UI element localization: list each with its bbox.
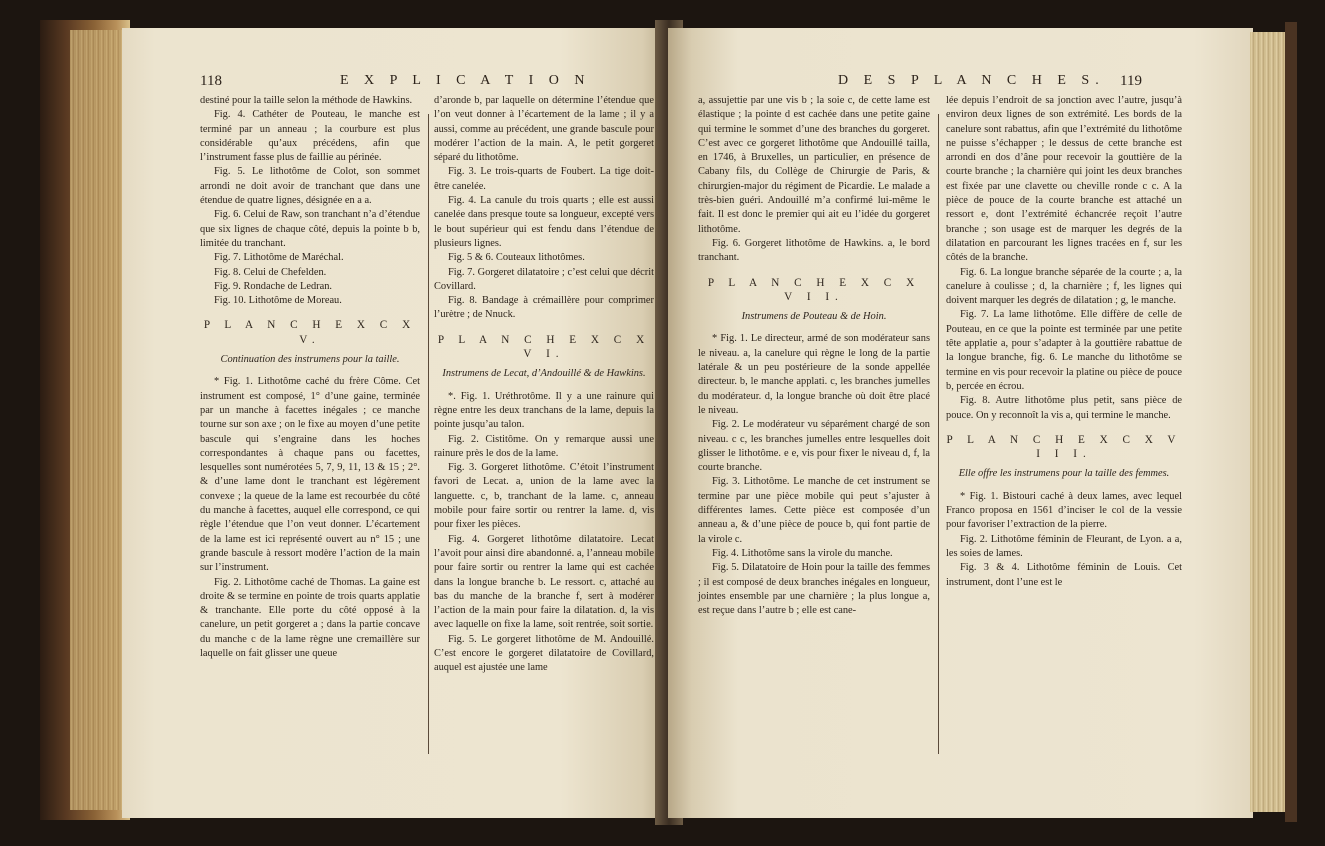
folio-right: 119 [1120,73,1142,89]
paragraph: Fig. 9. Rondache de Ledran. [214,280,333,292]
paragraph: a, assujettie par une vis b ; la soie c, de cette lame est élastique ; la pointe d est cachée dans une petite gaine qui termine le sommet d’une des branches du gorgeret. C’est avec ce gorgeret lithotôme que Andouillé tailla, en 1746, à Bruxelles, un particulier, en présence de Cabany fils, du Collège de Chirurgie de Paris, & chirurgien-major du régiment de Picardie. Le malade a très-bien guéri. Andouillé m’a confirmé lui-même le fait. Il est donc le premier qui ait eu l’idée du gorgeret lithotôme. [698,95,930,235]
paragraph: Fig. 5. Le lithotôme de Colot, son sommet arrondi ne doit avoir de tranchant que dans une étendue de quatre lignes, désignée en a a. [200,166,420,207]
paragraph: Fig. 8. Celui de Chefelden. [214,266,327,278]
paragraph: Fig. 4. Lithotôme sans la virole du manche. [712,547,893,559]
paragraph: Fig. 4. La canule du trois quarts ; elle est aussi canelée dans presque toute sa longueur, excepté vers le bout supérieur qui est fendu dans l’étendue de plusieurs lignes. [434,195,654,249]
right-page-column-2 [946,94,1182,590]
right-page-column-1 [698,94,930,618]
paragraph: Fig. 7. Gorgeret dilatatoire ; c’est celui que décrit Covillard. [434,266,654,292]
paragraph: Fig. 8. Autre lithotôme plus petit, sans pièce de pouce. On y reconnoît la vis a, qui termine le manche. [946,395,1182,421]
paragraph: Fig. 2. Le modérateur vu séparément chargé de son niveau. c c, les branches jumelles entre lesquelles doit glisser le lithotôme. e e, vis pour fixer le niveau d, f, la courte branche. [698,419,930,474]
page-edges-right [1250,32,1290,812]
plate-subtitle: Elle offre les instrumens pour la taille des femmes. [958,468,1170,480]
paragraph: Fig. 6. La longue branche séparée de la courte ; a, la canelure à coulisse ; d, la charnière ; f, les lignes qui doivent marquer les degrés de dilatation ; g, le manche. [946,266,1182,307]
paragraph: Fig. 3 & 4. Lithotôme féminin de Louis. Cet instrument, dont l’une est le [946,562,1182,588]
paragraph: Fig. 6. Gorgeret lithotôme de Hawkins. a, le bord tranchant. [698,237,930,264]
paragraph: Fig. 6. Celui de Raw, son tranchant n’a d’étendue que six lignes de chaque côté, depuis la pointe b b, limitée du tranchant. [200,209,420,249]
paragraph: Fig. 5. Dilatatoire de Hoin pour la taille des femmes ; il est composé de deux branches inégales en longueur, jointes ensemble par une charnière ; la plus longue a, est reçue dans l’autre b ; elle est cane- [698,562,930,617]
left-page [122,28,670,818]
right-page [668,28,1253,818]
paragraph: destiné pour la taille selon la méthode de Hawkins. [200,95,413,106]
paragraph: * Fig. 1. Le directeur, armé de son modérateur sans le niveau. a, la canelure qui règne le long de la partie latérale & un peu postérieure de la sonde appellée directeur. b, le manche applati. c, les branches jumelles du modérateur. d, la longue branche où doit être placé le niveau. [698,333,930,416]
paragraph: Fig. 10. Lithotôme de Moreau. [214,295,342,307]
paragraph: Fig. 3. Gorgeret lithotôme. C’étoit l’instrument favori de Lecat. a, union de la lame avec la languette. c, b, tranchant de la lame. c, anneau mobile pour faire sortir ou rentrer la lame. d, vis pour fixer les pièces. [434,462,654,531]
left-page-column-1 [200,94,420,661]
paragraph: * Fig. 1. Bistouri caché à deux lames, avec lequel Franco proposa en 1561 d’inciser le col de la vessie pour favoriser l’extraction de la pierre. [946,490,1182,531]
paragraph: Fig. 4. Gorgeret lithotôme dilatatoire. Lecat l’avoit pour ainsi dire abandonné. a, l’anneau mobile pour faire sortir ou rentrer la lame qui est cachée dans la longue branche b. Le ressort. c, attaché au bas du manche de la branche f, sert à modérer l’action de la main pour faire la dilatation. d, la vis avec laquelle on fixe la lame, soit rentrée, soit sortie. [434,533,654,631]
paragraph: Fig. 3. Le trois-quarts de Foubert. La tige doit-être canelée. [434,166,654,192]
paragraph: Fig. 7. Lithotôme de Maréchal. [214,252,344,264]
page-edges-left [70,30,125,810]
paragraph: lée depuis l’endroit de sa jonction avec l’autre, jusqu’à environ deux lignes de son extrémité. Les bords de la canelure sont rabattus, afin que l’extrémité du lithotôme ne puisse s’échapper ; le dessus de cette branche est arrondi en dos d’âne pour recevoir la gouttière de la courte branche ; la charnière qui joint les deux branches est fixée par une clavette ou cheville ronde c c. A la pièce de pouce de la courte branche est attaché un ressort e, dont l’extrémité échancrée reçoit l’autre branche ; son usage est de marquer les degrés de la dilatation en parcourant les lignes tracées en f, sur les côtés de la branche. [946,95,1182,264]
paragraph: Fig. 2. Lithotôme féminin de Fleurant, de Lyon. a a, les soies de lames. [946,533,1182,559]
left-page-column-2 [434,94,654,676]
paragraph: Fig. 7. La lame lithotôme. Elle diffère de celle de Pouteau, en ce que la pointe est terminée par une petite tête applatie a, pour s’adapter à la gouttière rabattue de la longue branche, fig. 6. Le manche du lithotôme se termine en vis pour recevoir la platine ou pièce de pouce b, percée en écrou. [946,309,1182,392]
plate-heading: P L A N C H E X C X V I I. [707,276,921,303]
plate-subtitle: Instrumens de Pouteau & de Hoin. [741,311,887,323]
running-head-left: E X P L I C A T I O N [340,73,591,88]
folio-left: 118 [200,73,222,89]
paragraph: Fig. 2. Lithotôme caché de Thomas. La gaine est droite & se termine en pointe de trois quarts applatie & tranchante. Elle porte du côté opposé à la canelure, un petit gorgeret a ; dans la partie concave du manche c de la lame règne une cremaillère sur laquelle on fait glisser une queue [200,576,420,659]
book-cover-right [1285,22,1297,822]
paragraph: Fig. 8. Bandage à crémaillère pour comprimer l’urètre ; de Nnuck. [434,295,654,321]
paragraph: Fig. 5 & 6. Couteaux lithotômes. [448,252,585,264]
paragraph: d’aronde b, par laquelle on détermine l’étendue que l’on veut donner à l’écartement de la lame ; il y a aussi, comme au précédent, une grande bascule pour modérer l’action de la main. A, le petit gorgeret séparé du lithotôme. [434,95,654,164]
plate-heading: P L A N C H E X C X V I I I. [946,433,1182,461]
paragraph: * Fig. 1. Lithotôme caché du frère Côme. Cet instrument est composé, 1° d’une gaine, terminée par un manche à facettes inégales ; ce manche tourne sur son axe ; on le fixe au moyen d’une petite bascule qui s’engraine dans les hoches correspondantes à chaque pans ou facettes, lesquelles sont numérotées 5, 7, 9, 11, 13 & 15 ; 2°. & d’une lame dont le tranchant est légèrement convexe ; la queue de la lame est recourbée du côté du manche à facettes, auquel elle correspond, ce qui règle l’étendue que l’on veut donner. L’écartement de la lame est ici représenté ouvert au n° 15 ; une grande bascule à ressort modère l’action de la main sur l’instrument. [200,376,420,574]
plate-heading: P L A N C H E X C X V I. [437,333,651,361]
plate-subtitle: Continuation des instrumens pour la taille. [220,354,400,366]
paragraph: Fig. 2. Cistitôme. On y remarque aussi une rainure près le dos de la lame. [434,433,654,459]
paragraph: Fig. 5. Le gorgeret lithotôme de M. Andouillé. C’est encore le gorgeret dilatatoire de Covillard, auquel est ajustée une lame [434,633,654,674]
plate-heading: P L A N C H E X C X V. [203,319,417,346]
running-head-right: D E S P L A N C H E S. [838,73,1105,88]
paragraph: Fig. 4. Cathéter de Pouteau, le manche est terminé par un anneau ; la courbure est plus considérable qu’aux précédens, afin que l’instrument fasse plus de faillie au périnée. [200,109,420,164]
column-divider [428,114,429,754]
plate-subtitle: Instrumens de Lecat, d’Andouillé & de Hawkins. [442,368,646,380]
paragraph: Fig. 3. Lithotôme. Le manche de cet instrument se termine par une pièce mobile qui peut s’ajuster à différentes lames. Cette pièce est composée d’un anneau a, & d’une pièce de pouce b, qui font partie de la virole c. [698,476,930,545]
paragraph: *. Fig. 1. Uréthrotôme. Il y a une rainure qui règne entre les deux tranchans de la lame, depuis la pointe jusqu’au talon. [434,390,654,431]
column-divider [938,114,939,754]
